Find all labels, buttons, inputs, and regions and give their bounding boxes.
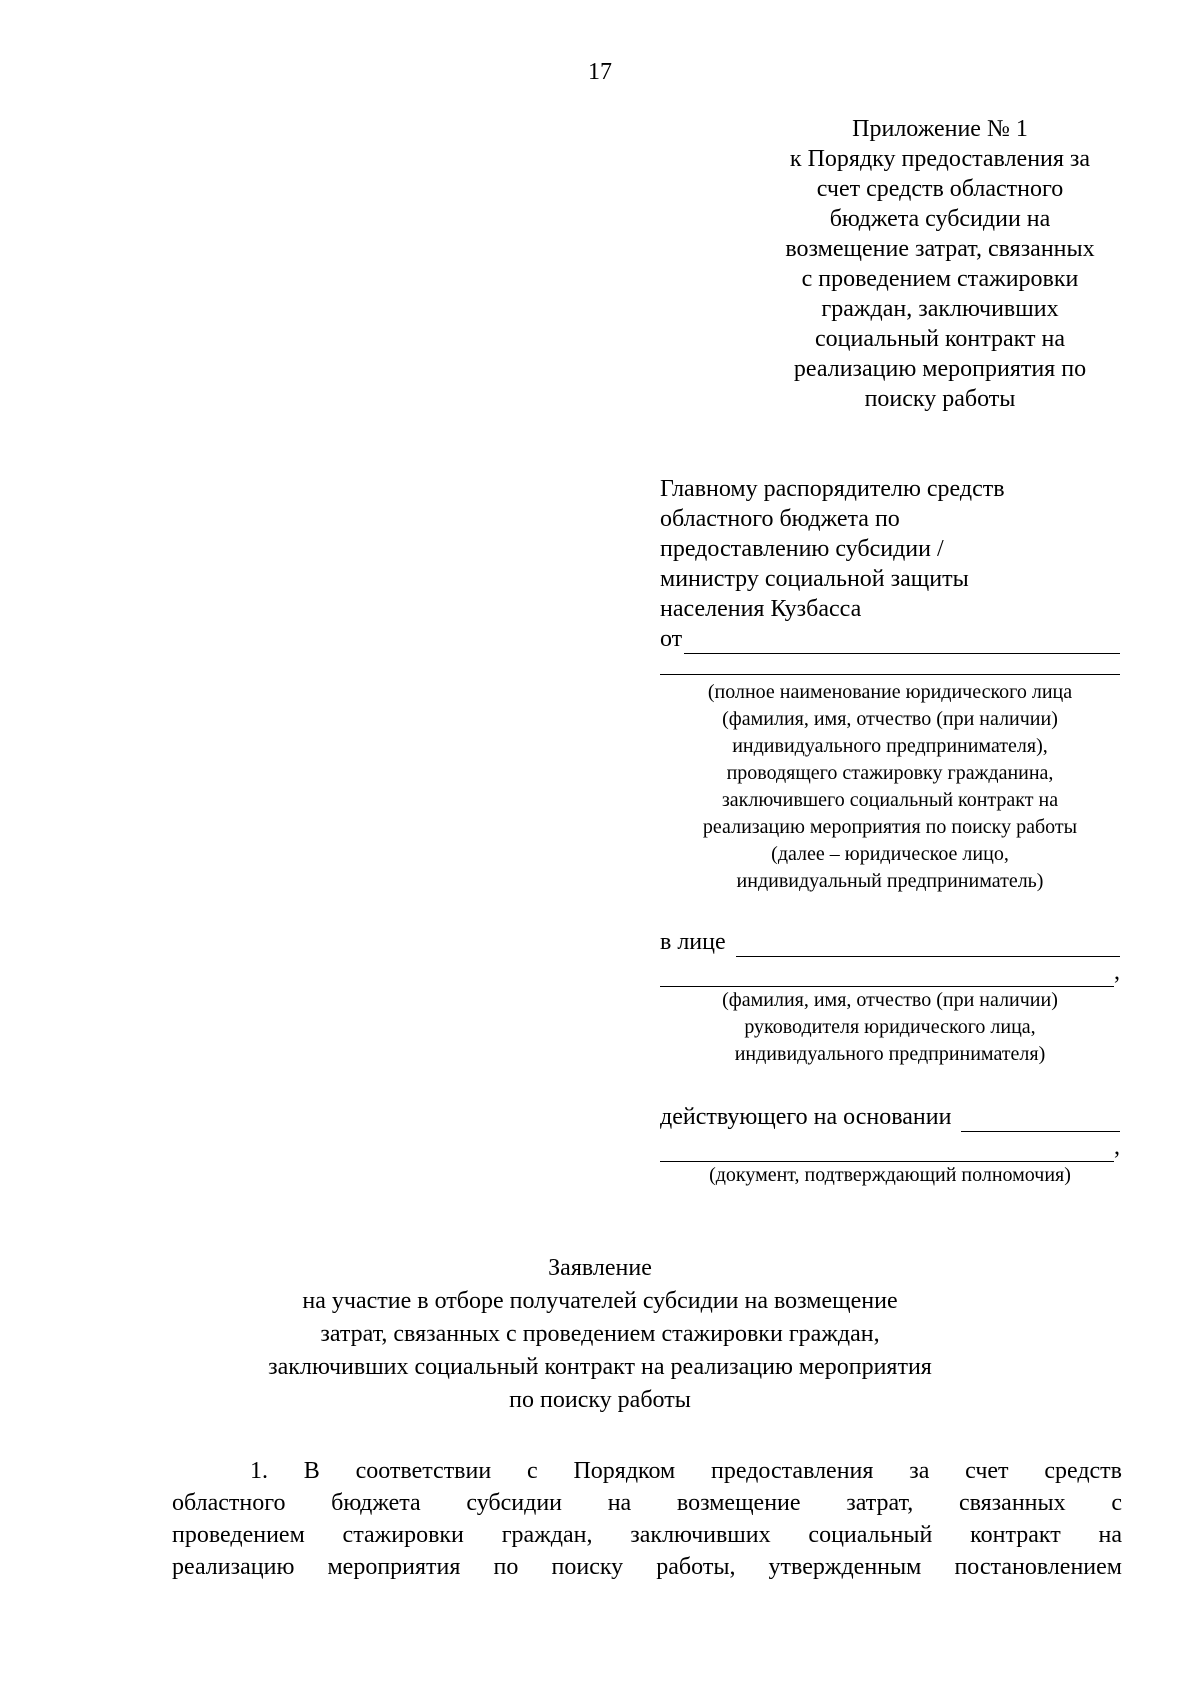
appendix-line: социальный контракт на <box>815 326 1065 352</box>
from-row <box>660 624 1120 654</box>
person-row-2 <box>660 957 1120 987</box>
appendix-line: Приложение № 1 <box>852 116 1028 142</box>
appendix-line: поиску работы <box>864 386 1016 412</box>
addressee-line: предоставлению субсидии / <box>660 536 944 562</box>
appendix-line: бюджета субсидии на <box>829 206 1051 232</box>
caption-line: (фамилия, имя, отчество (при наличии) <box>722 708 1058 730</box>
caption-line: (далее – юридическое лицо, <box>771 843 1009 865</box>
from-caption <box>660 679 1120 895</box>
caption-line: руководителя юридического лица, <box>744 1016 1036 1038</box>
person-caption <box>660 987 1120 1068</box>
statement-title <box>0 1252 1200 1417</box>
title-line: затрат, связанных с проведением стажировки граждан, <box>320 1321 880 1347</box>
title-heading: Заявление <box>548 1255 652 1281</box>
body-line: 1. В соответствии с Порядком предоставления за счет средств <box>250 1458 1122 1484</box>
caption-line: (полное наименование юридического лица <box>707 681 1073 703</box>
body-paragraph <box>172 1455 1122 1583</box>
appendix-line: к Порядку предоставления за <box>789 146 1091 172</box>
addressee-line: министру социальной защиты <box>660 566 969 592</box>
person-blank-line-2[interactable] <box>660 964 1114 987</box>
person-label: в лице <box>660 929 726 955</box>
line-comma: , <box>1114 1134 1120 1160</box>
line-comma: , <box>1114 959 1120 985</box>
caption-line: индивидуального предпринимателя) <box>734 1043 1046 1065</box>
caption-line: индивидуальный предприниматель) <box>736 870 1044 892</box>
basis-blank-line[interactable] <box>961 1109 1120 1132</box>
caption-line: индивидуального предпринимателя), <box>732 735 1048 757</box>
appendix-line: с проведением стажировки <box>801 266 1079 292</box>
addressee-line: населения Кузбасса <box>660 596 862 622</box>
appendix-header <box>710 114 1170 414</box>
from-blank-line[interactable] <box>684 631 1120 654</box>
title-line: по поиску работы <box>509 1387 691 1413</box>
person-row <box>660 927 1120 957</box>
from-label: от <box>660 626 683 652</box>
body-line: областного бюджета субсидии на возмещение затрат, связанных с <box>172 1490 1122 1516</box>
addressee-line: Главному распорядителю средств <box>660 476 1005 502</box>
body-line: проведением стажировки граждан, заключивших социальный контракт на <box>172 1522 1122 1548</box>
caption-line: реализацию мероприятия по поиску работы <box>702 816 1078 838</box>
person-blank-line[interactable] <box>736 934 1120 957</box>
body-line: реализацию мероприятия по поиску работы, утвержденным постановлением <box>172 1554 1122 1580</box>
basis-row <box>660 1102 1120 1132</box>
caption-line: (документ, подтверждающий полномочия) <box>709 1164 1071 1186</box>
appendix-line: граждан, заключивших <box>821 296 1059 322</box>
caption-line: заключившего социальный контракт на <box>721 789 1059 811</box>
basis-caption <box>660 1162 1120 1189</box>
page-number: 17 <box>588 59 612 85</box>
caption-line: (фамилия, имя, отчество (при наличии) <box>722 989 1058 1011</box>
addressee-block <box>660 474 1120 1189</box>
title-line: заключивших социальный контракт на реализацию мероприятия <box>268 1354 932 1380</box>
appendix-line: реализацию мероприятия по <box>793 356 1087 382</box>
caption-line: проводящего стажировку гражданина, <box>726 762 1054 784</box>
appendix-line: возмещение затрат, связанных <box>785 236 1095 262</box>
basis-label: действующего на основании <box>660 1104 952 1130</box>
addressee-line: областного бюджета по <box>660 506 900 532</box>
appendix-line: счет средств областного <box>816 176 1064 202</box>
title-line: на участие в отборе получателей субсидии на возмещение <box>302 1288 898 1314</box>
basis-row-2 <box>660 1132 1120 1162</box>
basis-blank-line-2[interactable] <box>660 1139 1114 1162</box>
from-blank-line-2[interactable] <box>660 654 1120 675</box>
